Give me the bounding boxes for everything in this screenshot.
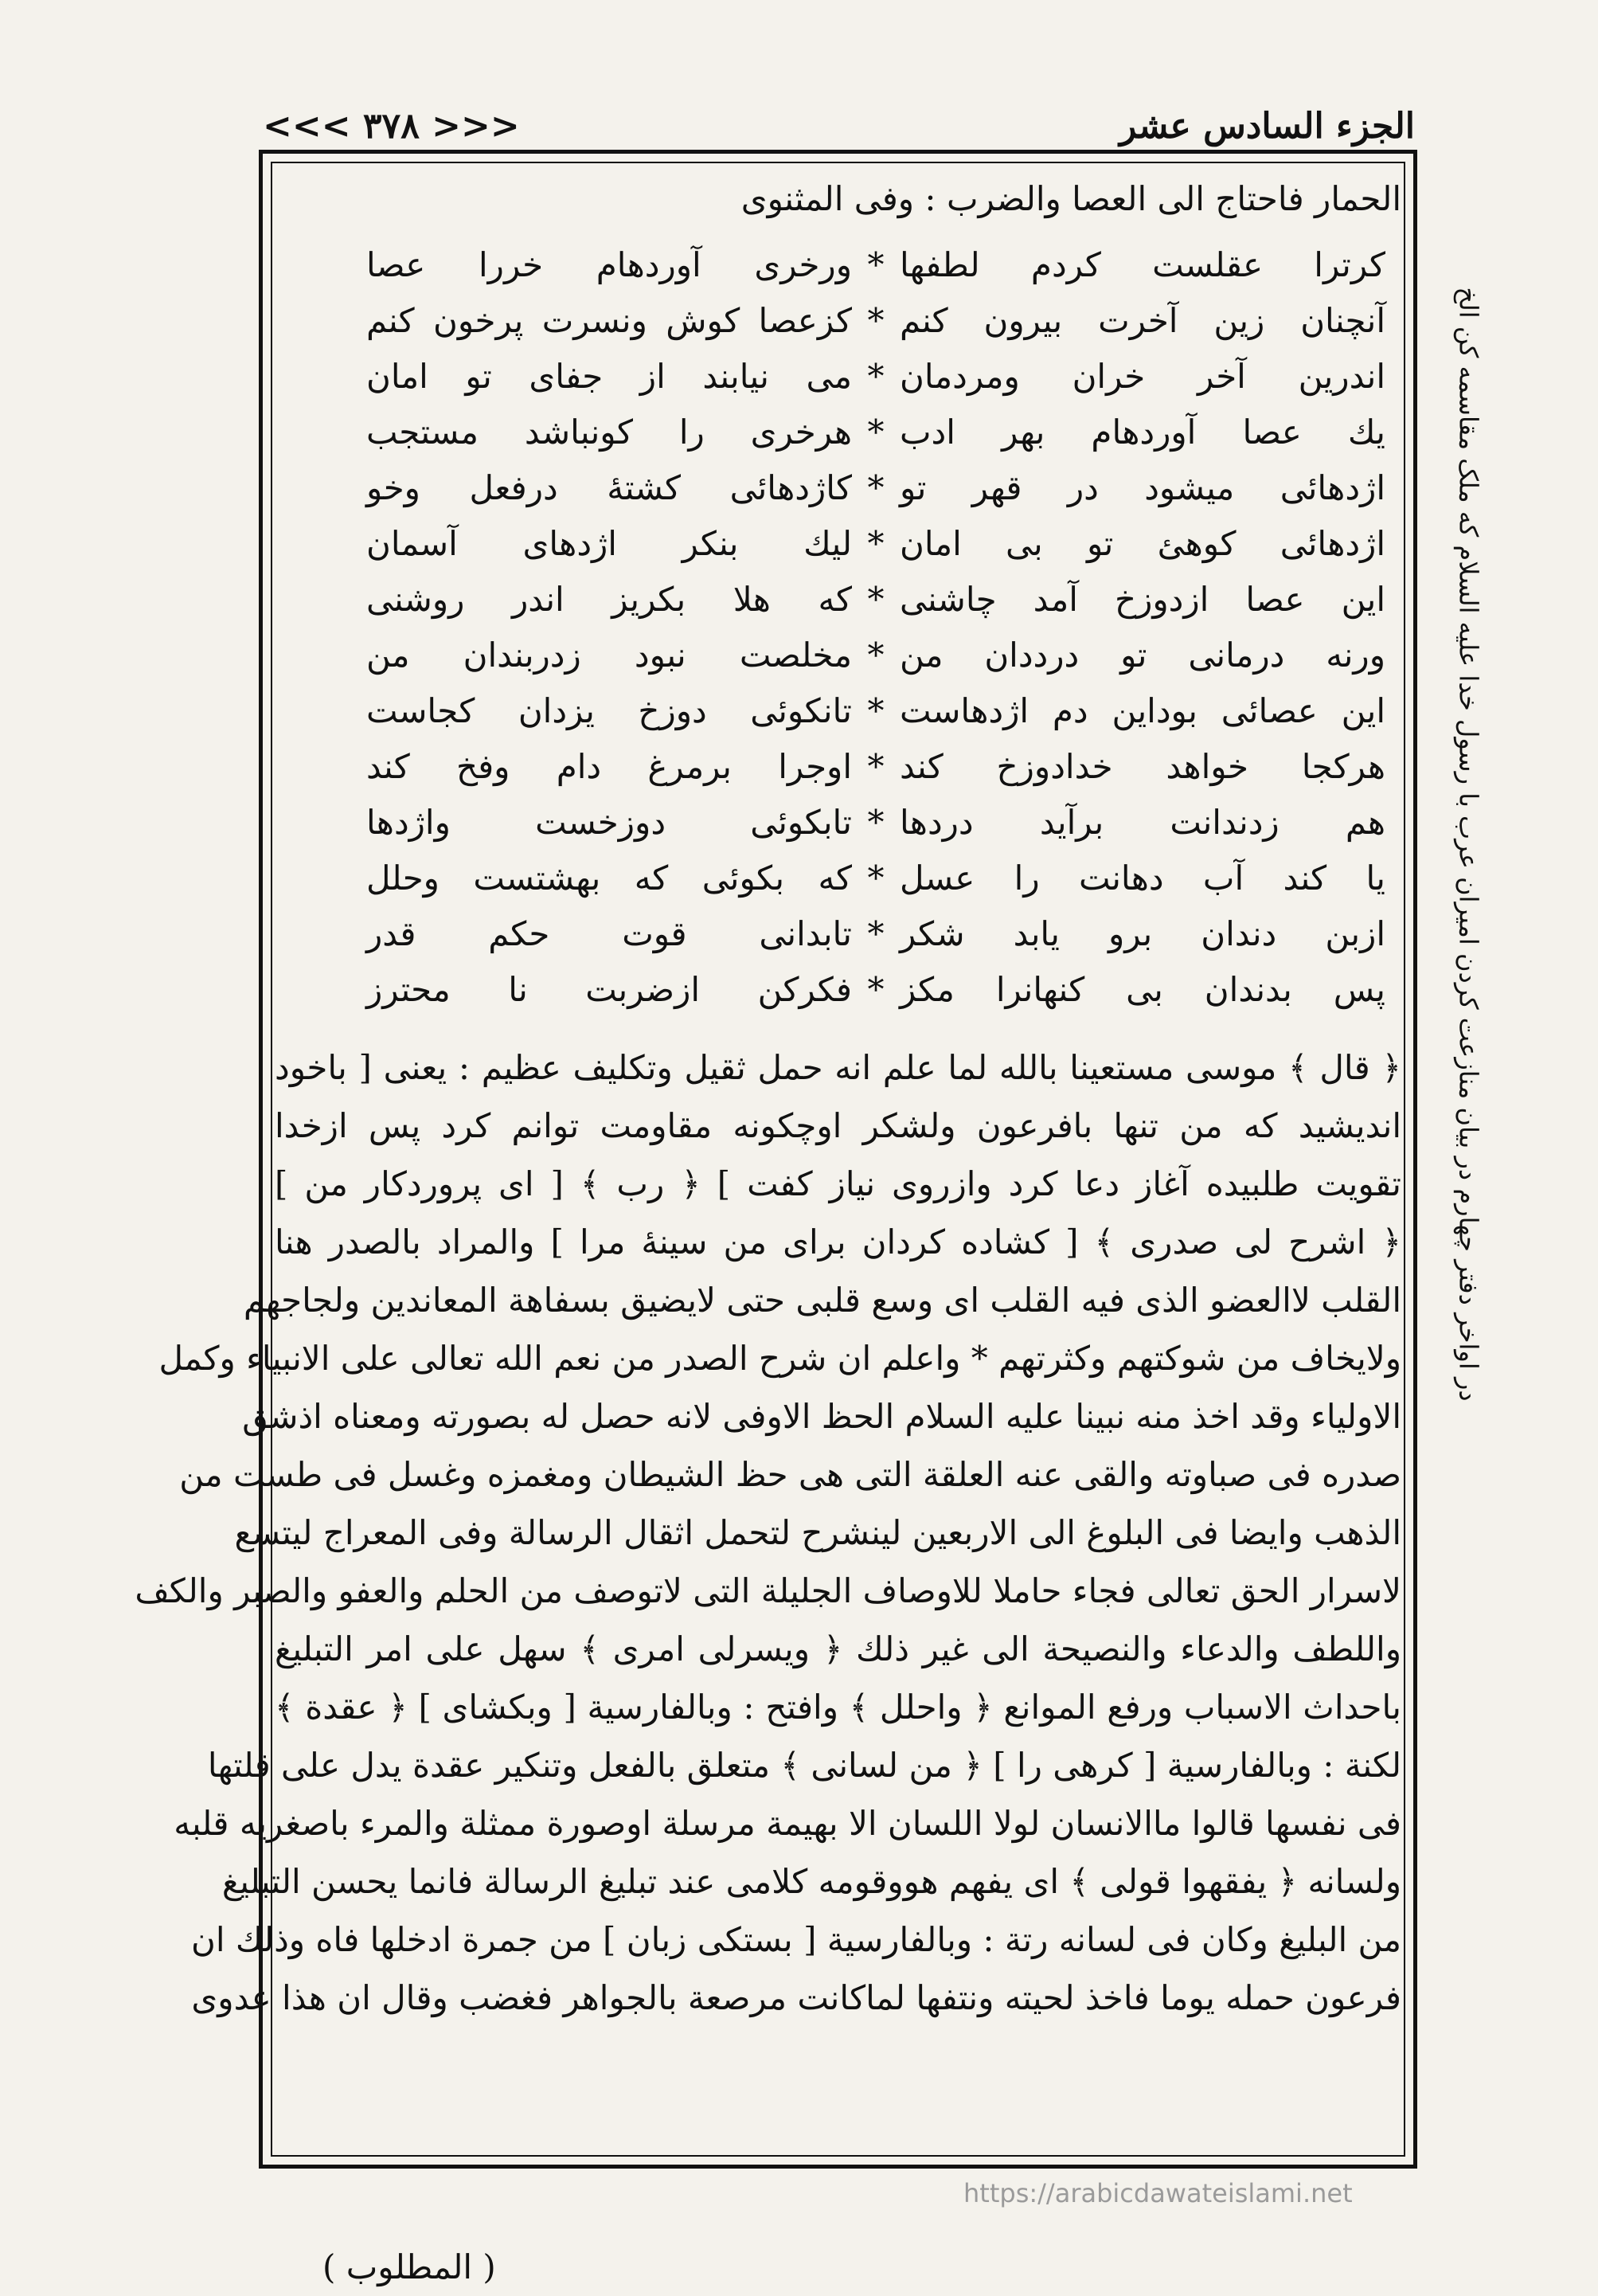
verse-line — [275, 851, 1401, 906]
intro-line: الحمار فاحتاج الى العصا والضرب : وفى المثنوى — [740, 179, 1401, 218]
page-body — [135, 167, 1401, 2158]
verse-separator-star: * — [867, 803, 885, 842]
prose-line: ﴿ اشرح لى صدرى ﴾ [ كشاده كردان براى من سينهٔ مرا ] والمراد بالصدر هنا — [275, 1222, 1401, 1261]
verse-second-hemistich: مخلصت نبود زدربندان من — [366, 636, 852, 675]
verse-line — [275, 683, 1401, 739]
prose-line: ولسانه ﴿ يفقهوا قولى ﴾ اى يفهم هووقومه كلامى عند تبليغ الرسالة فانما يحسن التبليغ — [221, 1862, 1401, 1901]
verse-second-hemistich: هرخرى را كونباشد مستجب — [366, 413, 852, 452]
verse-first-hemistich: كرترا عقلست كردم لطفها — [900, 245, 1385, 284]
verse-first-hemistich: پس بدندان بى كنهانرا مكز — [900, 970, 1385, 1009]
verse-first-hemistich: يا كند آب دهانت را عسل — [900, 859, 1385, 898]
verse-line — [275, 516, 1401, 572]
prose-line: الاولياء وقد اخذ منه نبينا عليه السلام الحظ الاوفى لانه حصل له بصورته ومعناه اذشق — [242, 1397, 1401, 1436]
verse-first-hemistich: ازبن دندان برو يابد شكر — [900, 914, 1385, 953]
verse-first-hemistich: اژدهائى كوهئ تو بى امان — [900, 524, 1385, 563]
watermark: https://arabicdawateislami.net — [963, 2178, 1353, 2208]
verse-first-hemistich: يك عصا آوردهام بهر ادب — [900, 413, 1385, 452]
verse-separator-star: * — [867, 580, 885, 619]
prose-line: الذهب وايضا فى البلوغ الى الاربعين لينشرح لتحمل اثقال الرسالة وفى المعراج ليتسع — [234, 1513, 1401, 1552]
prose-line: فرعون حمله يوما فاخذ لحيته ونتفها لماكانت مرصعة بالجواهر فغضب وقال ان هذا عدوى — [191, 1978, 1401, 2017]
prose-line: انديشيد كه من تنها بافرعون ولشكر اوچكونه مقاومت توانم كرد پس ازخدا — [275, 1106, 1401, 1145]
margin-note — [1429, 167, 1509, 1521]
part-title: الجزء السادس عشر — [1119, 105, 1415, 147]
verse-separator-star: * — [867, 691, 885, 730]
verse-separator-star: * — [867, 970, 885, 1009]
verse-second-hemistich: فكركن ازضربت نا محترز — [366, 970, 852, 1009]
verse-second-hemistich: كه هلا بكريز اندر روشنى — [366, 580, 852, 619]
prose-line: فى نفسها قالوا ماالانسان لولا اللسان الا بهيمة مرسلة اوصورة ممثلة والمرء باصغريه قلبه — [174, 1804, 1401, 1843]
page-number-value: ۳۷۸ — [362, 105, 420, 147]
prose-block — [135, 1038, 1401, 2027]
verse-line — [275, 293, 1401, 349]
verse-line — [275, 572, 1401, 628]
page-number: <<< ۳۷۸ >>> — [263, 105, 520, 147]
prose-line: لاسرار الحق تعالى فجاء حاملا للاوصاف الجليلة التى لاتوصف من الحلم والعفو والصبر والكف — [135, 1571, 1401, 1610]
verse-second-hemistich: كاژدهائى كشتهٔ درفعل وخو — [366, 468, 852, 507]
verse-second-hemistich: كه بكوئى كه بهشتست وحلل — [366, 859, 852, 898]
verse-separator-star: * — [867, 357, 885, 396]
verse-line — [275, 349, 1401, 405]
prose-line: تقويت طلبيده آغاز دعا كرد وازروى نياز كفت ] ﴿ رب ﴾ [ اى پروردكار من ] — [275, 1164, 1401, 1203]
verse-second-hemistich: ورخرى آوردهام خررا عصا — [366, 245, 852, 284]
prose-line: صدره فى صباوته والقى عنه العلقة التى هى حظ الشيطان ومغمزه وغسل فى طست من — [179, 1455, 1401, 1494]
verse-line — [275, 795, 1401, 851]
verse-second-hemistich: تانكوئى دوزخ يزدان كجاست — [366, 691, 852, 730]
prose-line: واللطف والدعاء والنصيحة الى غير ذلك ﴿ ويسرلى امرى ﴾ سهل على امر التبليغ — [275, 1629, 1401, 1668]
catchword: ( المطلوب ) — [322, 2247, 496, 2286]
verse-first-hemistich: هم زدندانت برآيد دردها — [900, 803, 1385, 842]
prose-line: ﴿ قال ﴾ موسى مستعينا بالله لما علم انه حمل ثقيل وتكليف عظيم : يعنى [ باخود — [275, 1048, 1401, 1087]
verse-separator-star: * — [867, 747, 885, 786]
verse-second-hemistich: تابدانى قوت حكم قدر — [366, 914, 852, 953]
prose-line: من البليغ وكان فى لسانه رتة : وبالفارسية [ بستكى زبان ] من جمرة ادخلها فاه وذلك ان — [191, 1920, 1401, 1959]
verse-line — [275, 962, 1401, 1018]
verse-line — [275, 906, 1401, 962]
verse-first-hemistich: آنچنان زين آخرت بيرون كنم — [900, 301, 1385, 340]
verse-second-hemistich: ليك بنكر اژدهاى آسمان — [366, 524, 852, 563]
verse-block — [275, 237, 1401, 1018]
verse-first-hemistich: هركجا خواهد خدادوزخ كند — [900, 747, 1385, 786]
verse-separator-star: * — [867, 859, 885, 898]
margin-note-text: در اواخر دفتر چهارم در بیان منازعت کردن امیران عرب با رسول خدا علیه السلام که ملک مقاسمه کن الخ — [1453, 287, 1484, 1402]
prose-line: القلب لاالعضو الذى فيه القلب اى وسع قلبى حتى لايضيق بسفاهة المعاندين ولجاجهم — [243, 1281, 1401, 1320]
verse-first-hemistich: اژدهائى ميشود در قهر تو — [900, 468, 1385, 507]
prose-line: لكنة : وبالفارسية [ كرهى را ] ﴿ من لسانى ﴾ متعلق بالفعل وتنكير عقدة يدل على قلتها — [207, 1746, 1401, 1785]
verse-separator-star: * — [867, 636, 885, 675]
verse-second-hemistich: مى نيابند از جفاى تو امان — [366, 357, 852, 396]
verse-separator-star: * — [867, 245, 885, 284]
page-header — [263, 94, 1415, 158]
verse-line — [275, 237, 1401, 293]
prose-line: باحداث الاسباب ورفع الموانع ﴿ واحلل ﴾ وافتح : وبالفارسية [ وبكشاى ] ﴿ عقدة ﴾ — [275, 1688, 1401, 1727]
verse-separator-star: * — [867, 301, 885, 340]
verse-second-hemistich: تابكوئى دوزخست واژدها — [366, 803, 852, 842]
verse-line — [275, 739, 1401, 795]
verse-separator-star: * — [867, 468, 885, 507]
verse-second-hemistich: اوجرا برمرغ دام وفخ كند — [366, 747, 852, 786]
verse-separator-star: * — [867, 413, 885, 452]
verse-separator-star: * — [867, 914, 885, 953]
verse-first-hemistich: اندرين آخر خران ومردمان — [900, 357, 1385, 396]
verse-first-hemistich: اين عصائى بوداين دم اژدهاست — [900, 691, 1385, 730]
verse-first-hemistich: اين عصا ازدوزخ آمد چاشنى — [900, 580, 1385, 619]
verse-line — [275, 405, 1401, 460]
verse-line — [275, 628, 1401, 683]
verse-separator-star: * — [867, 524, 885, 563]
verse-first-hemistich: ورنه درمانى تو درددان من — [900, 636, 1385, 675]
verse-line — [275, 460, 1401, 516]
prose-line: ولايخاف من شوكتهم وكثرتهم * واعلم ان شرح الصدر من نعم الله تعالى على الانبياء وكمل — [158, 1339, 1401, 1378]
verse-second-hemistich: كزعصا كوش ونسرت پرخون كنم — [366, 301, 852, 340]
